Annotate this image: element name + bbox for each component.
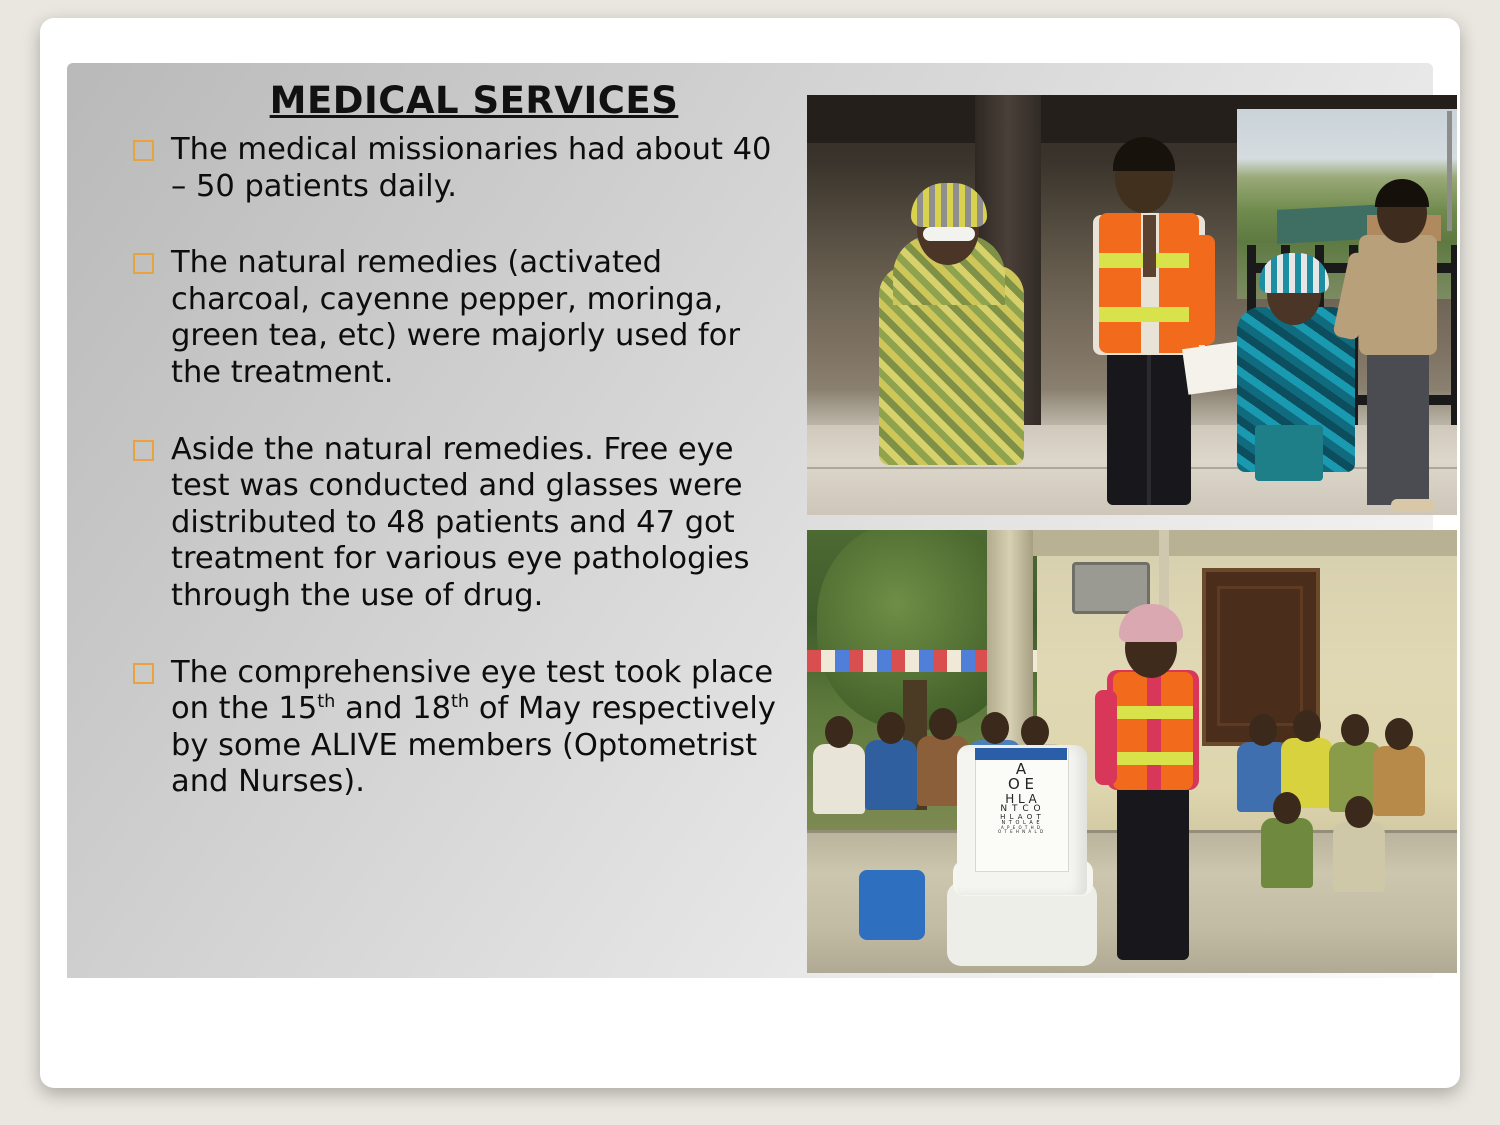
photo-medical-consultation — [807, 95, 1457, 515]
bullet-list — [129, 132, 789, 801]
bullet-square-icon — [133, 140, 154, 161]
man-at-railing-shirt — [1359, 235, 1437, 355]
vest-opening — [1147, 672, 1161, 790]
eye-chart-line-2: O E — [1007, 775, 1035, 794]
eye-chart-line-3: H L A — [1005, 791, 1037, 806]
slide-content-panel — [67, 63, 1433, 978]
trouser-seam — [1147, 355, 1151, 505]
slide — [40, 18, 1460, 1088]
bullet-square-icon — [133, 663, 154, 684]
optometrist-arm — [1095, 690, 1117, 785]
veranda-ceiling — [987, 530, 1457, 556]
bullet-natural-remedies — [129, 245, 789, 391]
eye-chart-letters — [975, 762, 1067, 834]
optometrist-trousers — [1117, 780, 1189, 960]
health-worker-arm — [1189, 235, 1215, 345]
sandal — [1391, 499, 1435, 511]
eye-chart-line-8: O T E H N A L D — [997, 829, 1045, 835]
utility-pole — [1447, 111, 1452, 231]
health-worker-tie — [1143, 215, 1156, 277]
photo-eye-test-session — [807, 530, 1457, 973]
ordinal-suffix-15th: th — [317, 691, 336, 712]
bullet-square-icon — [133, 440, 154, 461]
vest-reflective-stripe-lower — [1099, 307, 1199, 322]
vest-reflective-stripe-lower — [1113, 752, 1193, 765]
bullet-text: The medical missionaries had about 40 – 50 patients daily. — [171, 132, 772, 204]
page-title: MEDICAL SERVICES — [269, 79, 679, 122]
eye-chart-line-1: A — [1015, 760, 1027, 778]
bullet-square-icon — [133, 253, 154, 274]
bullet-text-part1: The comprehensive eye test took place on the 15 — [171, 654, 774, 727]
eye-chart-header-band — [975, 748, 1067, 760]
slide-text-column — [129, 79, 789, 801]
bullet-text: Aside the natural remedies. Free eye test was conducted and glasses were distributed to 48 patients and 47 got treatment for various eye pathologies through the use of drug. — [171, 431, 750, 613]
bullet-text-part3: of May respectively by some ALIVE members (Optometrist and Nurses). — [171, 691, 776, 800]
bullet-eye-test-glasses — [129, 432, 789, 615]
blue-plastic-chair — [859, 870, 925, 940]
man-at-railing-legs — [1367, 345, 1429, 505]
bullet-comprehensive-eye-test — [129, 655, 789, 801]
eye-chart-line-6: N T O L A E — [1001, 820, 1041, 827]
trial-glasses-icon — [923, 227, 975, 241]
eye-chart-line-7: A P E O T H D — [1001, 825, 1041, 831]
audience-right-group — [1237, 680, 1457, 910]
bullet-text: The natural remedies (activated charcoal, cayenne pepper, moringa, green tea, etc) were majorly used for the treatment. — [171, 245, 740, 390]
blue-stool — [1255, 425, 1323, 481]
eye-chart-line-5: H L A O T — [1000, 813, 1042, 821]
vest-reflective-stripe-upper — [1113, 706, 1193, 719]
bullet-patients-daily — [129, 132, 789, 205]
bullet-text-part2: and 18 — [335, 691, 451, 727]
ordinal-suffix-18th: th — [451, 691, 470, 712]
eye-chart-line-4: N T C O — [1000, 803, 1042, 814]
